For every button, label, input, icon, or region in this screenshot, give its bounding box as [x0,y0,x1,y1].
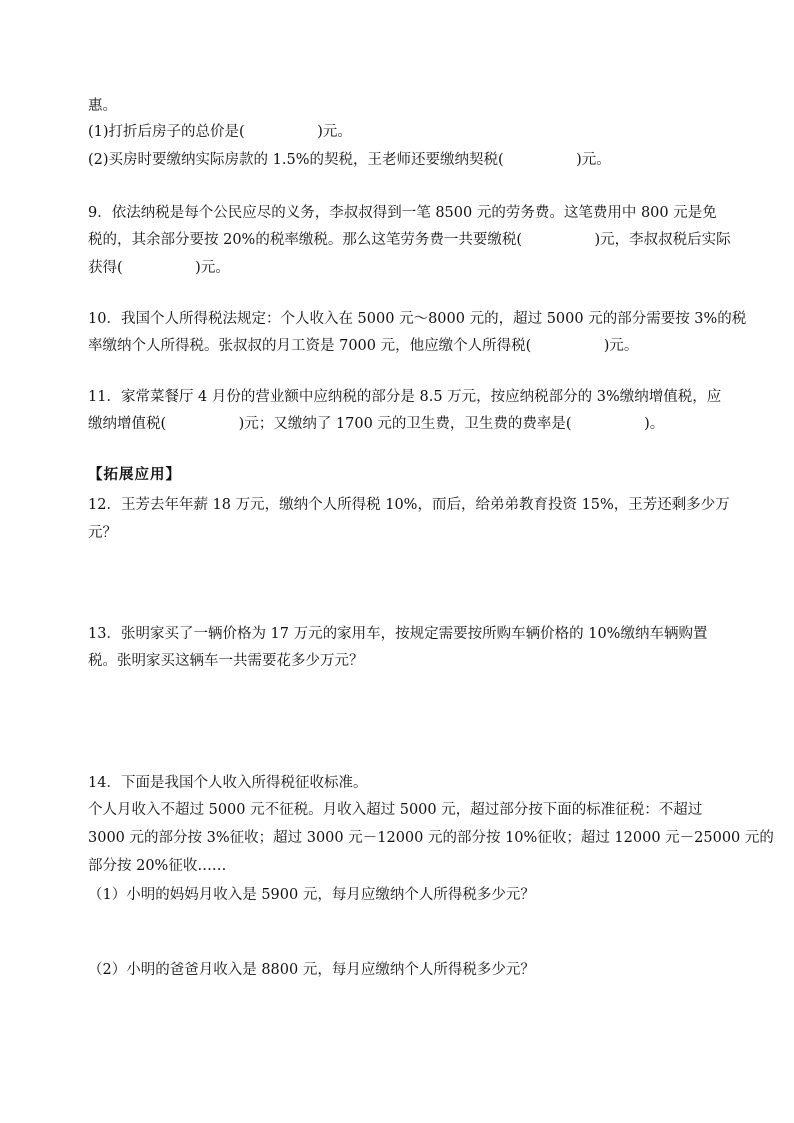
question-8-part-1: (1)打折后房子的总价是( )元。 [88,124,352,140]
question-11-line-2: 缴纳增值税( )元；又缴纳了 1700 元的卫生费，卫生费的费率是( )。 [88,416,665,432]
question-13-line-1: 13．张明家买了一辆价格为 17 万元的家用车，按规定需要按所购车辆价格的 10%缴纳车辆购置 [88,626,708,642]
question-14-part-2: （2）小明的爸爸月收入是 8800 元，每月应缴纳个人所得税多少元？ [88,962,535,978]
section-heading-extension: 【拓展应用】 [88,466,181,483]
question-11-line-1: 11．家常菜餐厅 4 月份的营业额中应纳税的部分是 8.5 万元，按应纳税部分的 3%缴纳增值税，应 [88,389,722,405]
question-14-standard-line-3: 部分按 20%征收…… [88,858,227,874]
question-14-standard-line-1: 个人月收入不超过 5000 元不征税。月收入超过 5000 元，超过部分按下面的标准征税：不超过 [88,802,703,818]
question-8-part-2: (2)买房时要缴纳实际房款的 1.5%的契税，王老师还要缴纳契税( )元。 [88,152,611,168]
question-9-line-3: 获得( )元。 [88,260,230,276]
question-14-heading: 14．下面是我国个人收入所得税征收标准。 [88,775,368,791]
question-9-line-2: 税的，其余部分要按 20%的税率缴税。那么这笔劳务费一共要缴税( )元，李叔叔税后实际 [88,232,731,248]
text-line-continuation: 惠。 [88,98,117,114]
question-10-line-2: 率缴纳个人所得税。张叔叔的月工资是 7000 元，他应缴个人所得税( )元。 [88,338,639,354]
question-12-line-1: 12．王芳去年年薪 18 万元，缴纳个人所得税 10%，而后，给弟弟教育投资 15%，王芳还剩多少万 [88,497,730,513]
question-9-line-1: 9．依法纳税是每个公民应尽的义务，李叔叔得到一笔 8500 元的劳务费。这笔费用中 800 元是免 [88,205,717,221]
question-12-line-2: 元？ [88,525,117,541]
question-14-part-1: （1）小明的妈妈月收入是 5900 元，每月应缴纳个人所得税多少元？ [88,887,535,903]
question-14-standard-line-2: 3000 元的部分按 3%征收；超过 3000 元－12000 元的部分按 10%征收；超过 12000 元－25000 元的 [88,830,774,846]
question-13-line-2: 税。张明家买这辆车一共需要花多少万元？ [88,653,364,669]
question-10-line-1: 10．我国个人所得税法规定：个人收入在 5000 元～8000 元的，超过 5000 元的部分需要按 3%的税 [88,311,747,327]
